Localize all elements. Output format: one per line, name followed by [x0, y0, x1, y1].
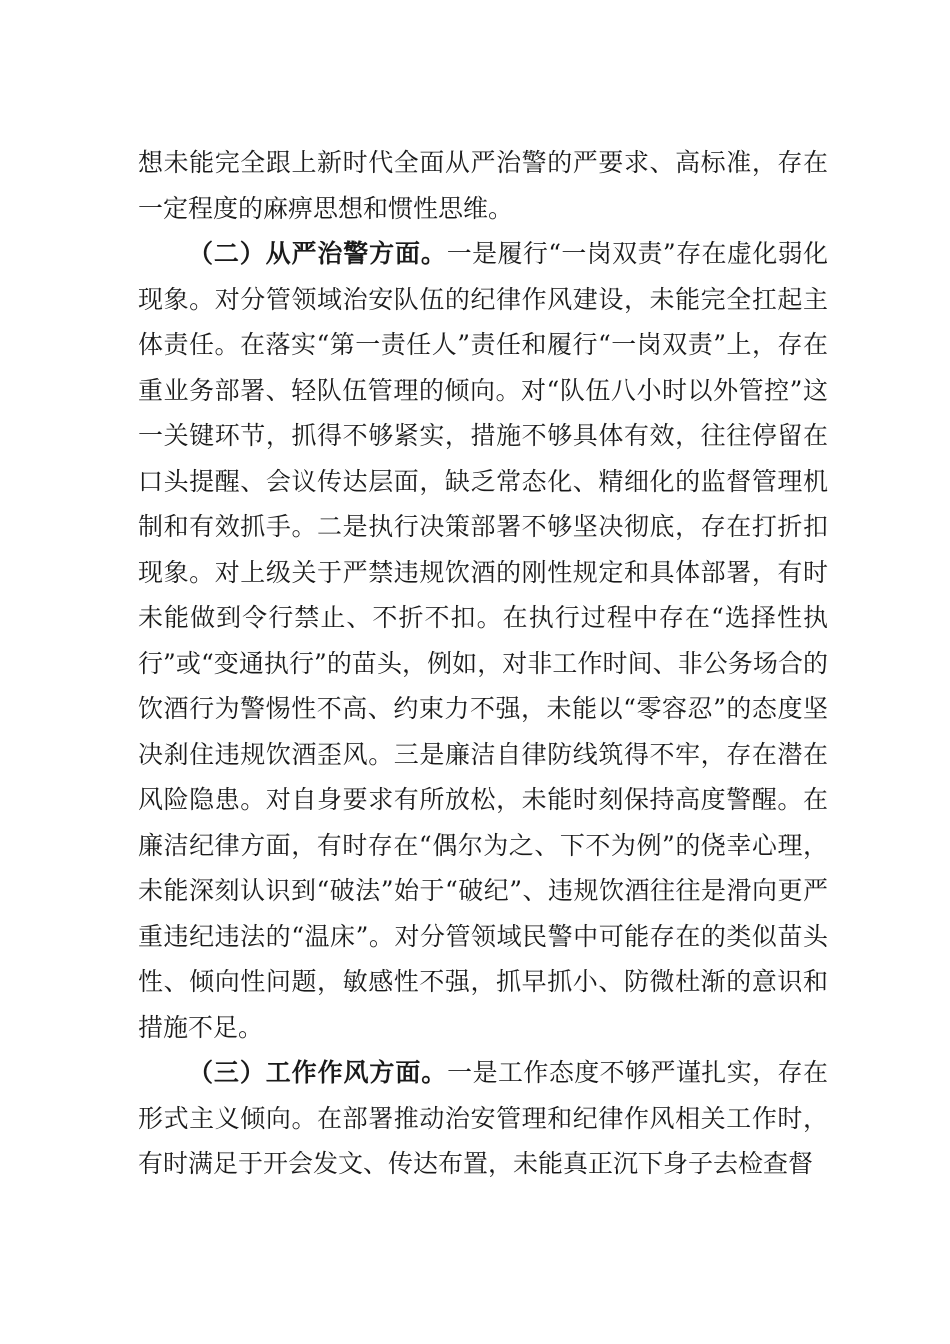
paragraph-text: 一是工作态度不够严谨扎实，存在形式主义倾向。在部署推动治安管理和纪律作风相关工作时，有时满足于开会发文、传达布置，未能真正沉下身子去检查督 — [138, 1058, 828, 1178]
paragraph-work-style — [138, 1050, 828, 1187]
paragraph-strict-police — [138, 231, 828, 1050]
section-heading-strict-police: （二）从严治警方面。 — [188, 239, 447, 268]
paragraph-text: 一是履行“一岗双责”存在虚化弱化现象。对分管领域治安队伍的纪律作风建设，未能完全扛起主体责任。在落实“第一责任人”责任和履行“一岗双责”上，存在重业务部署、轻队伍管理的倾向。对“队伍八小时以外管控”这一关键环节，抓得不够紧实，措施不够具体有效，往往停留在口头提醒、会议传达层面，缺乏常态化、精细化的监督管理机制和有效抓手。二是执行决策部署不够坚决彻底，存在打折扣现象。对上级关于严禁违规饮酒的刚性规定和具体部署，有时未能做到令行禁止、不折不扣。在执行过程中存在“选择性执行”或“变通执行”的苗头，例如，对非工作时间、非公务场合的饮酒行为警惕性不高、约束力不强，未能以“零容忍”的态度坚决刹住违规饮酒歪风。三是廉洁自律防线筑得不牢，存在潜在风险隐患。对自身要求有所放松，未能时刻保持高度警醒。在廉洁纪律方面，有时存在“偶尔为之、下不为例”的侥幸心理，未能深刻认识到“破法”始于“破纪”、违规饮酒往往是滑向更严重违纪违法的“温床”。对分管领域民警中可能存在的类似苗头性、倾向性问题，敏感性不强，抓早抓小、防微杜渐的意识和措施不足。 — [138, 239, 828, 1042]
paragraph-text: 想未能完全跟上新时代全面从严治警的严要求、高标准，存在一定程度的麻痹思想和惯性思维。 — [138, 148, 828, 223]
section-heading-work-style: （三）工作作风方面。 — [188, 1058, 448, 1087]
paragraph-continuation — [138, 140, 828, 231]
document-body — [138, 140, 828, 1187]
